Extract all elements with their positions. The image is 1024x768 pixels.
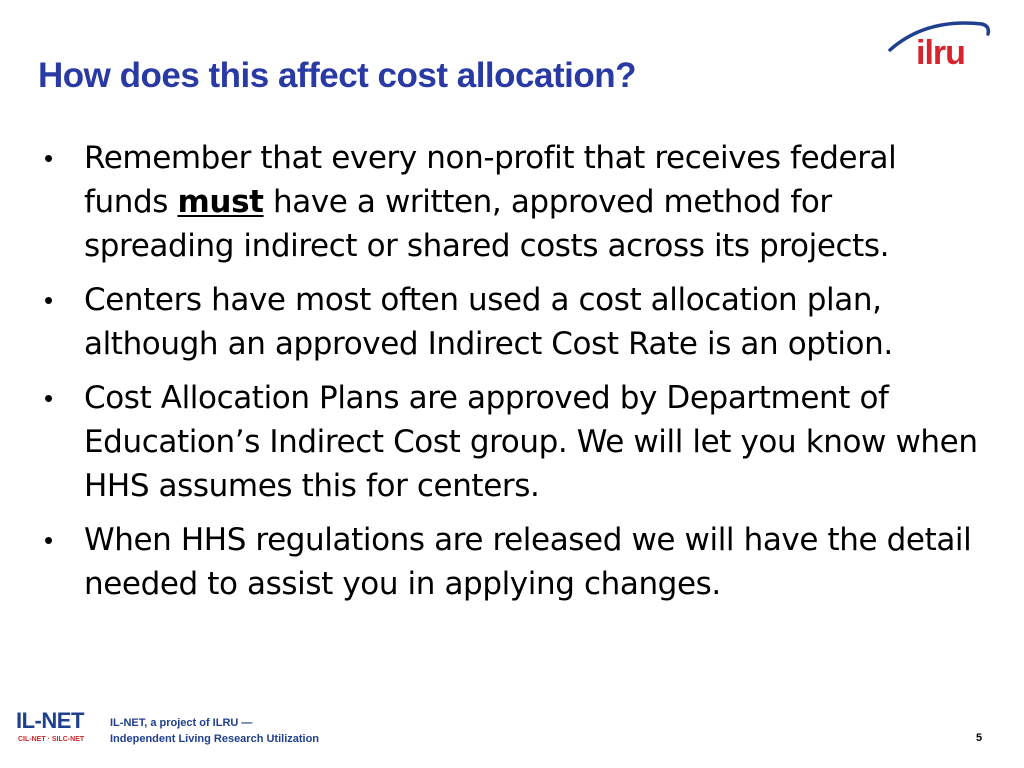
page-number: 5 bbox=[976, 732, 983, 744]
bullet-text-1: Remember that every non-profit that receives federal funds must have a written, approved method for spreading indirect or shared costs across its projects. bbox=[84, 140, 897, 264]
bullet-marker: • bbox=[44, 143, 54, 173]
bullet-text-4: When HHS regulations are released we will have the detail needed to assist you in applying changes. bbox=[84, 522, 972, 602]
bullet-marker: • bbox=[44, 525, 54, 555]
bullet-text-2: Centers have most often used a cost allocation plan, although an approved Indirect Cost Rate is an option. bbox=[84, 282, 893, 362]
il-net-logo-text: IL-NET bbox=[16, 708, 84, 733]
bullet-marker: • bbox=[44, 383, 54, 413]
footer-line-2: Independent Living Research Utilization bbox=[110, 733, 320, 745]
bullet-marker: • bbox=[44, 285, 54, 315]
il-net-logo bbox=[16, 708, 102, 750]
list-item bbox=[44, 518, 984, 616]
il-net-logo-subtext: CIL-NET · SILC-NET bbox=[18, 736, 85, 743]
list-item bbox=[44, 376, 984, 518]
emphasis-must: must bbox=[177, 184, 264, 220]
footer-line-1: IL-NET, a project of ILRU — bbox=[110, 717, 253, 729]
slide-title: How does this affect cost allocation? bbox=[38, 56, 636, 95]
list-item bbox=[44, 136, 984, 278]
ilru-logo-text: ilru bbox=[916, 34, 965, 72]
bullet-text-3: Cost Allocation Plans are approved by Department of Education’s Indirect Cost group. We will let you know when HHS assumes this for centers. bbox=[84, 380, 978, 504]
bullet-list bbox=[44, 136, 984, 616]
footer-caption bbox=[110, 715, 319, 747]
ilru-logo bbox=[886, 14, 996, 74]
list-item bbox=[44, 278, 984, 376]
